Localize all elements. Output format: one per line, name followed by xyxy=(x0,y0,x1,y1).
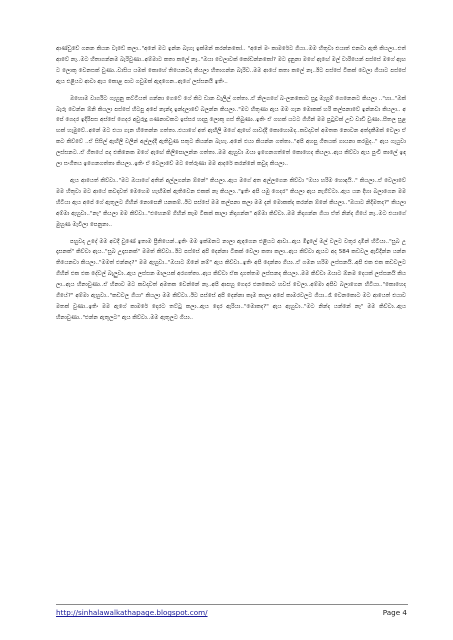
body-text xyxy=(56,44,406,330)
paragraph-4: පහුවදා උදේ මම අවදි වුණේ ඉතාම ප්‍රීතියෙන්..ඉතිං මම ඉක්මනට නාලා ඇඳගෙන එළියට ආවා..ඇය මිදුලේ මල් වලට වතුර දාමින් හිටියා.."සුබ උදෑසනක්" කිව්වා ඇය.."සුබ උදෑසනක්" මමත් කිව්වා..ඊට පස්සේ අපි දෙන්නා ටිකක් වෙලා කතා කලා..ඇය කිව්වා ඇයට අද 584 කඩවල ඇවිදින්න යන්න තියෙනවා කියලා.."මමත් එන්නද?" මම ඇහුවා.."ඔයාට ඕනේ නම්" ඇය කිව්වා..ඉතිං අපි දෙන්නා ගියා..ඒ ගමන හරිම ලස්සනයි..අපි එක එක කඩවලට ගිහින් එක එක දේවල් බැලුවා..ඇය ලස්සන මාලයක් අරගත්තා..ඇය කිව්වා ඒක දාගත්තම ලස්සනද කියලා..මම කිව්වා ඔයාට ඕනම දෙයක් ලස්සනයි කියලා..ඇය හිනාවුණා..ඒ හිනාව මට කවදාවත් අමතක වෙන්නේ නෑ..අපි ආපහු ගෙදර එනකොට හවස් වෙලා..අම්මා අපිව බලාගෙන හිටියා.."කොහෙද ගියේ?" අම්මා ඇහුවා.."කඩවල ගියා" කියලා මම කිව්වා..ඊට පස්සේ අපි දෙන්නා කෑම කාලා අපේ කාමරවලට ගියා..රෑ වෙනකොට මට ආයෙත් එයාව මතක් වුණා..ඉතිං මම ඇගේ කාමරේ දොරට තට්ටු කලා..ඇය දොර ඇරියා.."මොකද?" ඇය ඇහුවා.."මට නින්ද යන්නේ නෑ" මම කිව්වා..ඇය හිනාවුණා.."එන්න ඇතුලට" ඇය කිව්වා..මම ඇතුලට ගියා.. xyxy=(56,238,406,321)
paragraph-2: ඔහොම වාර්ගිට ගැහුනු කට්ටියත් ගන්නා ගෙටේ ගේ කිට ඩාන වැලිල් ගත්තා..ඒ නිලගගේ බ-ලනකොට සුදු මැහුම් ගෙනෙනට කියලා .."හා.."ඔක් බැරු වෙන්න ඕනි කියලා පස්සේ හිටපු අපේ නැන්දා ඉන්දලාවේ බලන්න කියලා.."මට හිතුණා ඇය මම ගැන මොකක් හරි කල්පනාවේ ඉන්නවා කියලා.. අපේ ගෙදර ඉදිරිපස අස්සේ ගෙදර අවුරුදු ගණනාවකට ඉස්සර හදපු ලොකු ගස් තිබුණා..ඉතිං ඒ ගහක් යටට ගිහින් මම පුටුවක් උඩ වාඩි වුණා..සීතල සුළඟක් හැමුවේ..අනේ මට එයා ගැන හිතෙන්න ගත්තා..එයාගේ අත් ඇඟිලි මගේ ඇඟේ ගාවද්දි කොහොමද..කවදාවත් අමතක නොවන අත්දැකීමක් වෙලා ඒකට කිව්වේ ..ඒ සිසිල් ඇඟිලි වලින් අල්ලද්දි ඇතිවුණ සතුට කියන්න බැහැ..අනේ එයා කියන්න ගත්තා.."අපි අහපු ගීතයක් ගායනා කරමුද.." ඇය ගැයුවා ලස්සනට..ඒ ගීතයේ පද එකිනෙක මගේ ඇඟේ කිලිපොලන්න ගත්තා..මම ඇහුවා ඔයා ඉගෙනගත්තේ කොහෙද කියලා..ඇය කිව්වා ඇය පුංචි කාලේ ඉඳලා සංගීතය ඉගෙනගත්තා කියලා..ඉතිං ඒ වෙලාවේ මට තේරුණා මම ආදරේ කරන්නේ කවුද කියලා.. xyxy=(56,95,406,168)
footer-divider xyxy=(56,604,408,605)
paragraph-3: ඇය ආයෙත් කිව්වා.."මට ඔයාගේ අතින් අල්ලගන්න ඕනේ" කියලා..ඇය මගේ අත අල්ලගෙන කිව්වා "ඔයා හරිම හොඳයි.." කියලා..ඒ වෙලාවේ මම හිතුවා මට ආයේ කවදාවත් මෙහෙම හැඟීමක් ඇතිවෙන එකක් නෑ කියලා.."ඉතිං අපි යමු ගෙදර" කියලා ඇය නැගිට්ටා..ඇය යන දිහා බලාගෙන මම හිටියා ඇය අපේ ගේ ඇතුලට ගිහින් නොපෙනී යනකම්..ඊට පස්සේ මම කල්පනා කලා මම දැන් මොකක්ද කරන්න ඕනේ කියලා.."ඔයාට නිදිමතද?" කියලා අම්මා ඇහුවා.."නෑ" කියලා මම කිව්වා.."එහෙනම් ගිහින් කෑම ටිකක් කාලා නිදාගන්න" අම්මා කිව්වා..මම නිදාගන්න ගියා ඒත් නින්ද ගියේ නෑ..මට එයාගේ මුහුණ මැවිලා පෙනුනා.. xyxy=(56,177,406,228)
paragraph-1: ආණ්ඩුවේ ගනන කියන වැඩේ කලා.."අනේ මට ඉන්න බැහැ ඉක්මන් කරන්නකෝ.. "අනේ මං කාමරේට ගියා..මම හිතුවා එයාත් එනවා ඇති කියලා..එත් ආවේ නෑ..මට හිතාගන්නම බැරිවුණා..අම්මාට කතා කලේ නෑ.."ඔයා වෙලාවක් කෝඩන්නකෝ? මට දැනුනා මගේ ඇඟේ මල් වාරියෙන් පස්සේ මගේ ඇඟට ලොකු වෙනසක් වුණා..වාසිය යමක් කොහේ තියෙනවද කියලා හිතාගන්න බැරිව..මම ආයේ කතා කලේ නෑ..ඊට පස්සේ ටිකක් වෙලා ගියාට පස්සේ ඇය එළියට ආවා ඇය කොළ පාට ගවුමක් ඇඳගෙන..ඇගේ ලස්සනයි ඉතිං.. xyxy=(56,46,406,85)
page-number: Page 4 xyxy=(382,608,407,617)
footer-blog-link[interactable]: http://sinhalawalkathapage.blogspot.com/ xyxy=(56,608,208,617)
